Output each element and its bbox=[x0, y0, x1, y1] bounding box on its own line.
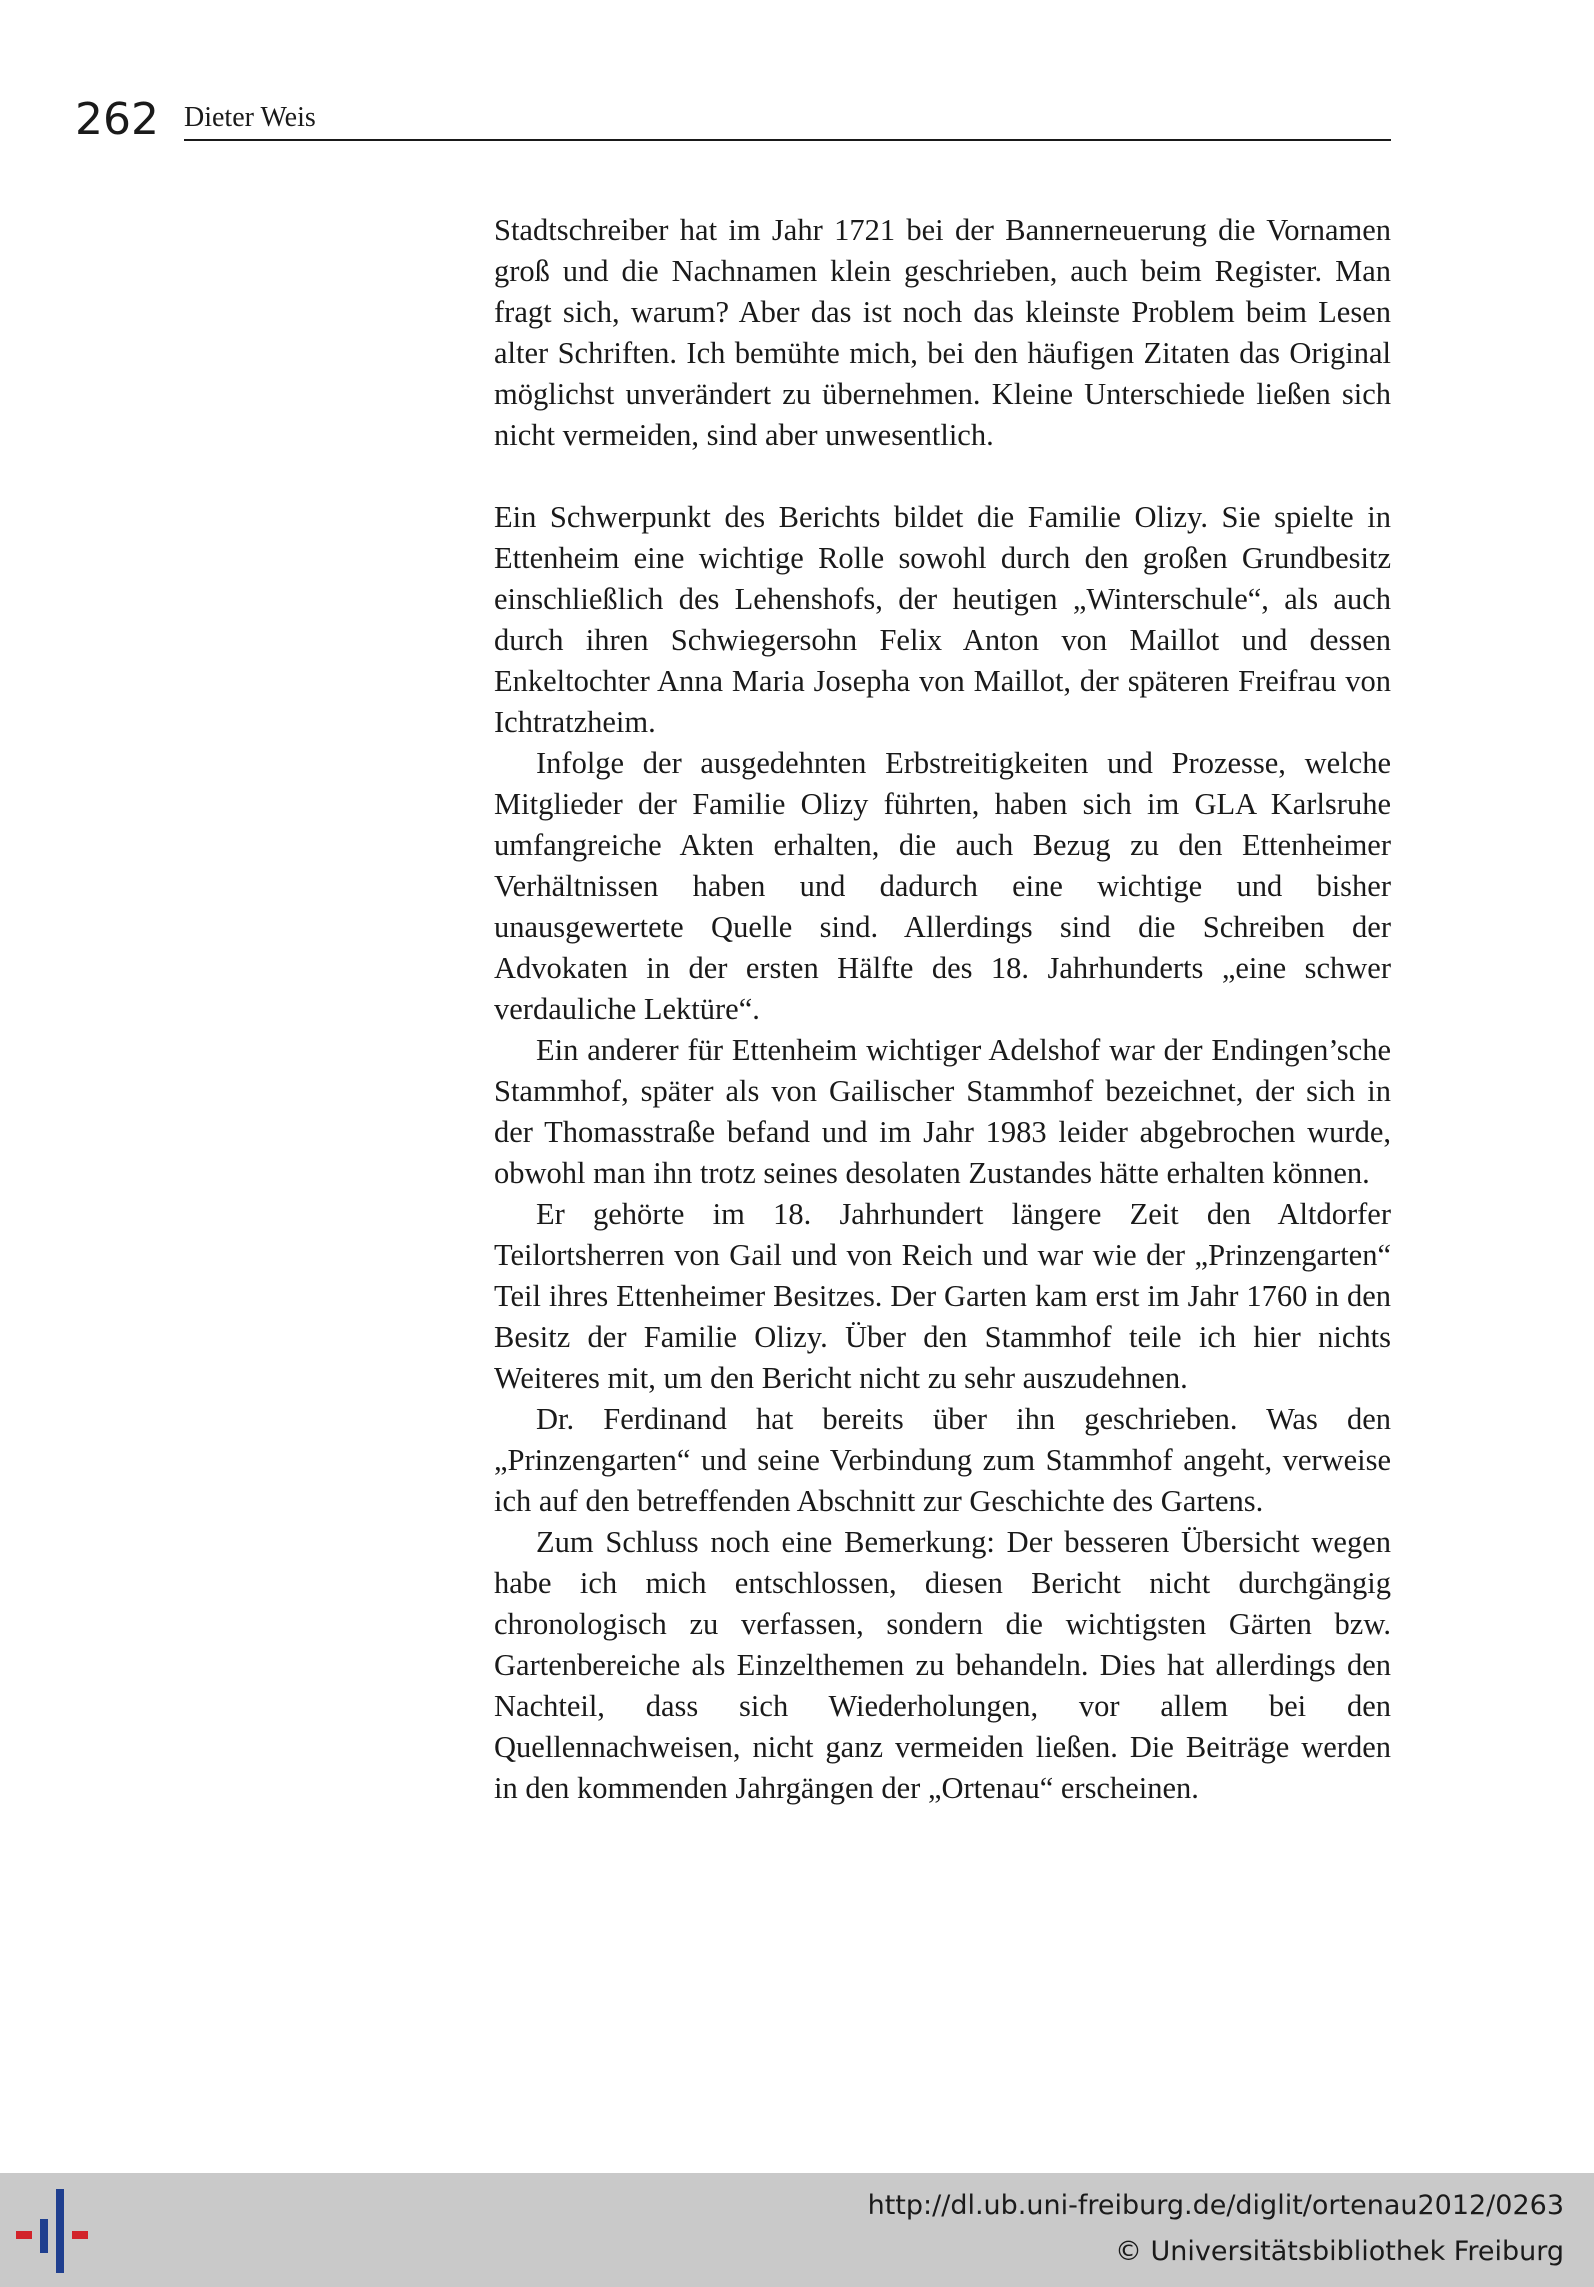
paragraph-2: Ein Schwerpunkt des Berichts bildet die Familie Olizy. Sie spielte in Ettenheim eine wichtige Rolle sowohl durch den großen Grundbesitz einschließlich des Lehenshofs, der heutigen „Winterschule“, als auch durch ihren Schwiegersohn Felix Anton von Maillot und dessen Enkeltochter Anna Maria Josepha von Maillot, der späteren Freifrau von Ichtratzheim. bbox=[494, 500, 1391, 739]
logo-red-right bbox=[72, 2231, 88, 2239]
footer-url-link[interactable]: http://dl.ub.uni-freiburg.de/diglit/ortenau2012/0263 bbox=[867, 2190, 1564, 2221]
logo-blue-short bbox=[40, 2219, 48, 2253]
paragraph-4: Ein anderer für Ettenheim wichtiger Adelshof war der Endingen’sche Stammhof, später als von Gailischer Stammhof bezeichnet, der sich in der Thomasstraße befand und im Jahr 1983 leider abgebrochen wurde, obwohl man ihn trotz seines desolaten Zustandes hätte erhalten können. bbox=[494, 1033, 1391, 1190]
paragraph-7: Zum Schluss noch eine Bemerkung: Der besseren Übersicht wegen habe ich mich entschlossen, diesen Bericht nicht durchgängig chronologisch zu verfassen, sondern die wichtigsten Gärten bzw. Gartenbereiche als Einzelthemen zu behandeln. Dies hat allerdings den Nachteil, dass sich Wiederholungen, vor allem bei den Quellennachweisen, nicht ganz vermeiden ließen. Die Beiträge werden in den kommenden Jahrgängen der „Ortenau“ erscheinen. bbox=[494, 1525, 1391, 1805]
logo-blue-tall bbox=[56, 2189, 64, 2273]
paragraph-1: Stadtschreiber hat im Jahr 1721 bei der Bannerneuerung die Vornamen groß und die Nachnamen klein geschrieben, auch beim Register. Man fragt sich, warum? Aber das ist noch das kleinste Problem beim Lesen alter Schriften. Ich bemühte mich, bei den häufigen Zitaten das Original möglichst unverändert zu übernehmen. Kleine Unterschiede ließen sich nicht vermeiden, sind aber unwesentlich. bbox=[494, 213, 1391, 452]
paragraph-6: Dr. Ferdinand hat bereits über ihn geschrieben. Was den „Prinzengarten“ und seine Verbindung zum Stammhof angeht, verweise ich auf den betreffenden Abschnitt zur Geschichte des Gartens. bbox=[494, 1402, 1391, 1518]
paragraph-3: Infolge der ausgedehnten Erbstreitigkeiten und Prozesse, welche Mitglieder der Familie Olizy führten, haben sich im GLA Karlsruhe umfangreiche Akten erhalten, die auch Bezug zu den Ettenheimer Verhältnissen haben und dadurch eine wichtige und bisher unausgewertete Quelle sind. Allerdings sind die Schreiben der Advokaten in der ersten Hälfte des 18. Jahrhunderts „eine schwer verdauliche Lektüre“. bbox=[494, 746, 1391, 1026]
header-rule bbox=[184, 139, 1391, 141]
running-head-author: Dieter Weis bbox=[184, 102, 316, 133]
logo-red-left bbox=[16, 2231, 32, 2239]
footer-copyright: © Universitätsbibliothek Freiburg bbox=[1114, 2236, 1564, 2267]
body-text bbox=[494, 210, 1391, 1809]
footer-bar bbox=[0, 2173, 1594, 2287]
ub-freiburg-logo-icon bbox=[16, 2185, 106, 2277]
page-number: 262 bbox=[75, 94, 159, 145]
paragraph-5: Er gehörte im 18. Jahrhundert längere Zeit den Altdorfer Teilortsherren von Gail und von Reich und war wie der „Prinzengarten“ Teil ihres Ettenheimer Besitzes. Der Garten kam erst im Jahr 1760 in den Besitz der Familie Olizy. Über den Stammhof teile ich hier nichts Weiteres mit, um den Bericht nicht zu sehr auszudehnen. bbox=[494, 1197, 1391, 1395]
